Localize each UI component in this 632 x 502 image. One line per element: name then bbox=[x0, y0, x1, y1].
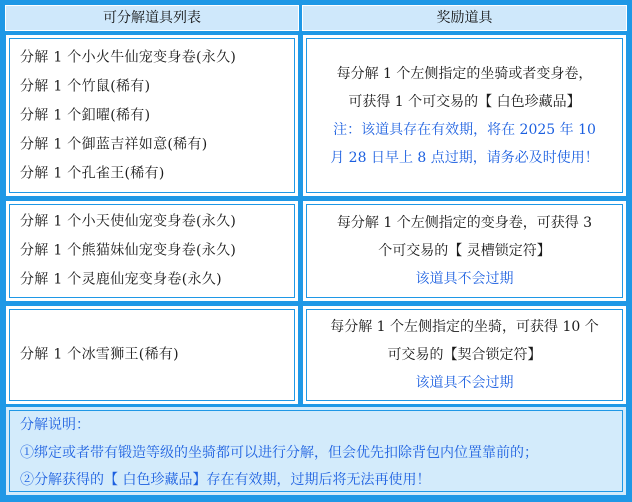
row-3-items-cell bbox=[5, 305, 299, 405]
notes-line: ①绑定或者带有锻造等级的坐骑都可以进行分解，但会优先扣除背包内位置靠前的； bbox=[20, 445, 538, 461]
notes-line: ②分解获得的【 白色珍藏品】存在有效期，过期后将无法再使用！ bbox=[20, 472, 431, 488]
list-item: 分解 1 个竹鼠(稀有) bbox=[20, 78, 151, 94]
reward-text: 每分解 1 个左侧指定的坐骑或者变身卷， bbox=[336, 65, 593, 82]
row-3-reward bbox=[313, 313, 616, 397]
row-2-reward bbox=[313, 209, 616, 293]
list-item: 分解 1 个小天使仙宠变身卷(永久) bbox=[20, 213, 237, 230]
list-item: 分解 1 个御蓝吉祥如意(稀有) bbox=[20, 136, 208, 152]
reward-note: 月 28 日早上 8 点过期，请务必及时使用！ bbox=[330, 149, 599, 166]
reward-text: 每分解 1 个左侧指定的变身卷，可获得 3 bbox=[336, 215, 593, 231]
reward-note: 该道具不会过期 bbox=[415, 375, 514, 391]
list-item: 分解 1 个灵鹿仙宠变身卷(永久) bbox=[20, 271, 222, 288]
row-1-reward bbox=[313, 60, 616, 172]
list-item: 分解 1 个孔雀王(稀有) bbox=[20, 165, 165, 181]
reward-note: 注：该道具存在有效期，将在 2025 年 10 bbox=[333, 121, 596, 138]
list-item: 分解 1 个冰雪狮王(稀有) bbox=[20, 346, 179, 363]
header-reward-title: 奖励道具 bbox=[302, 5, 627, 31]
notes-title: 分解说明： bbox=[20, 417, 90, 433]
list-item: 分解 1 个熊猫妹仙宠变身卷(永久) bbox=[20, 242, 237, 259]
row-2-reward-cell bbox=[302, 200, 627, 302]
row-1-items-cell bbox=[5, 34, 299, 197]
list-item: 分解 1 个小火牛仙宠变身卷(永久) bbox=[20, 49, 237, 65]
reward-note: 该道具不会过期 bbox=[415, 271, 514, 287]
row-2-item-list bbox=[20, 208, 236, 295]
reward-text: 每分解 1 个左侧指定的坐骑，可获得 10 个 bbox=[330, 319, 599, 335]
header-list-title: 可分解道具列表 bbox=[5, 5, 299, 31]
row-3-item-list bbox=[20, 341, 179, 370]
list-item: 分解 1 个釦曜(稀有) bbox=[20, 107, 151, 123]
row-1-item-list bbox=[20, 43, 236, 188]
row-1-reward-cell bbox=[302, 34, 627, 197]
row-2-items-cell bbox=[5, 200, 299, 302]
reward-text: 个可交易的【 灵槽锁定符】 bbox=[378, 243, 551, 259]
row-3-reward-cell bbox=[302, 305, 627, 405]
reward-text: 可获得 1 个可交易的【 白色珍藏品】 bbox=[348, 93, 581, 110]
decompose-notes bbox=[5, 406, 627, 496]
reward-text: 可交易的【契合锁定符】 bbox=[387, 347, 542, 363]
